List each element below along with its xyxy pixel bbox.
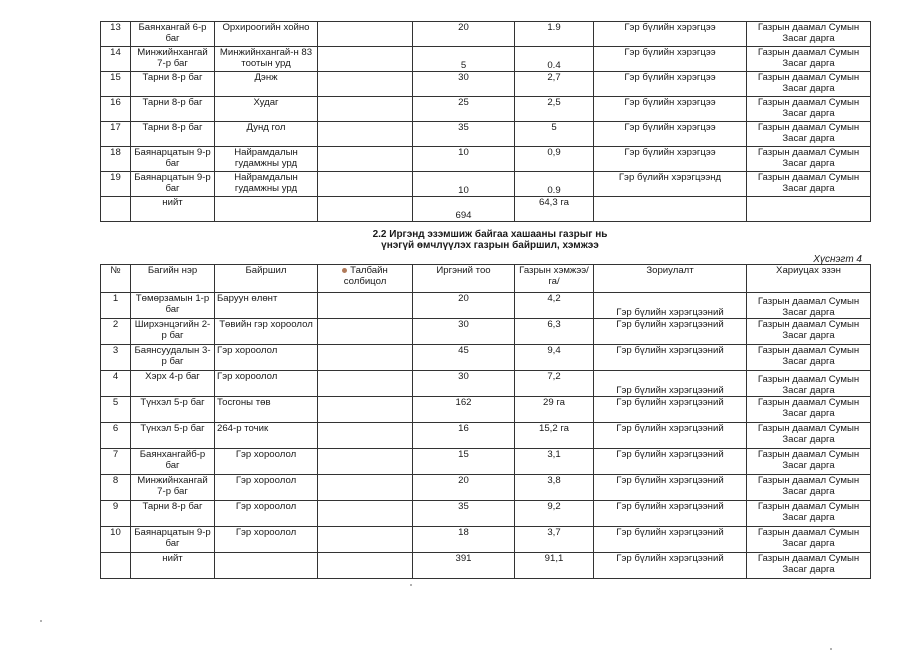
- location: Минжийнхангай-н 83 тоотын урд: [215, 47, 318, 72]
- bag-name: Төмөрзамын 1-р баг: [131, 293, 215, 319]
- land-size: 0.4: [515, 47, 594, 72]
- location: Төвийн гэр хороолол: [215, 319, 318, 345]
- land-size: 2,5: [515, 97, 594, 122]
- bag-name: Тарни 8-р баг: [131, 72, 215, 97]
- citizen-count: 30: [413, 319, 515, 345]
- responsible: Газрын даамал Сумын Засаг дарга: [747, 449, 871, 475]
- bag-name: Баянсуудалын 3-р баг: [131, 345, 215, 371]
- bag-name: Баянарцатын 9-р баг: [131, 172, 215, 197]
- purpose: Гэр бүлийн хэрэгцээний: [594, 345, 747, 371]
- row-number: 1: [101, 293, 131, 319]
- area-coordinates: [318, 397, 413, 423]
- responsible: Газрын даамал Сумын Засаг дарга: [747, 423, 871, 449]
- table-row: [101, 371, 871, 397]
- row-number: 14: [101, 47, 131, 72]
- section-title-line-2: үнэгүй өмчлүүлэх газрын байршил, хэмжээ: [381, 240, 599, 251]
- row-number: 2: [101, 319, 131, 345]
- area-coordinates: [318, 22, 413, 47]
- area-coordinates: [318, 319, 413, 345]
- bag-name: Баянарцатын 9-р баг: [131, 147, 215, 172]
- responsible: Газрын даамал Сумын Засаг дарга: [747, 22, 871, 47]
- row-number: 18: [101, 147, 131, 172]
- table-row: [101, 172, 871, 197]
- purpose: Гэр бүлийн хэрэгцээний: [594, 319, 747, 345]
- area-coordinates: [318, 475, 413, 501]
- responsible: Газрын даамал Сумын Засаг дарга: [747, 72, 871, 97]
- header-responsible: Хариуцах эзэн: [747, 265, 871, 293]
- row-number: 9: [101, 501, 131, 527]
- area-coordinates: [318, 72, 413, 97]
- location: Баруун өлөнт: [215, 293, 318, 319]
- table-row: [101, 293, 871, 319]
- bag-name: Тарни 8-р баг: [131, 97, 215, 122]
- header-bag: Багийн нэр: [131, 265, 215, 293]
- table-row: [101, 22, 871, 47]
- bag-name: Тарни 8-р баг: [131, 122, 215, 147]
- area-coordinates: [318, 501, 413, 527]
- purpose: Гэр бүлийн хэрэгцээ: [594, 22, 747, 47]
- location: Дунд гол: [215, 122, 318, 147]
- responsible: Газрын даамал Сумын Засаг дарга: [747, 319, 871, 345]
- location: 264-р точик: [215, 423, 318, 449]
- citizen-count: 15: [413, 449, 515, 475]
- row-number: 15: [101, 72, 131, 97]
- table-header: [101, 265, 871, 293]
- table-row: [101, 319, 871, 345]
- row-number: 10: [101, 527, 131, 553]
- area-coordinates: [318, 423, 413, 449]
- scan-speck: [40, 620, 42, 622]
- location: Тосгоны төв: [215, 397, 318, 423]
- purpose: Гэр бүлийн хэрэгцээний: [594, 397, 747, 423]
- table-row: [101, 449, 871, 475]
- land-size: 29 га: [515, 397, 594, 423]
- total-land-size: 64,3 га: [515, 197, 594, 222]
- area-coordinates: [318, 449, 413, 475]
- land-size: 7,2: [515, 371, 594, 397]
- land-size: 2,7: [515, 72, 594, 97]
- land-size: 1.9: [515, 22, 594, 47]
- bag-name: Баянарцатын 9-р баг: [131, 527, 215, 553]
- row-number: 19: [101, 172, 131, 197]
- land-size: 3,7: [515, 527, 594, 553]
- header-purpose: Зориулалт: [594, 265, 747, 293]
- responsible: Газрын даамал Сумын Засаг дарга: [747, 293, 871, 319]
- header-area: Талбайн солбицол: [318, 265, 413, 293]
- responsible: Газрын даамал Сумын Засаг дарга: [747, 501, 871, 527]
- table-row: [101, 147, 871, 172]
- citizen-count: 16: [413, 423, 515, 449]
- table-row: [101, 47, 871, 72]
- location: Гэр хороолол: [215, 371, 318, 397]
- responsible: Газрын даамал Сумын Засаг дарга: [747, 97, 871, 122]
- area-coordinates: [318, 371, 413, 397]
- location: Гэр хороолол: [215, 501, 318, 527]
- citizen-count: 10: [413, 147, 515, 172]
- citizen-count: 20: [413, 22, 515, 47]
- citizen-count: 35: [413, 122, 515, 147]
- purpose: Гэр бүлийн хэрэгцээний: [594, 293, 747, 319]
- citizen-count: 30: [413, 72, 515, 97]
- row-number: 16: [101, 97, 131, 122]
- row-number: 4: [101, 371, 131, 397]
- citizen-count: 18: [413, 527, 515, 553]
- land-size: 6,3: [515, 319, 594, 345]
- area-coordinates: [318, 293, 413, 319]
- citizen-count: 35: [413, 501, 515, 527]
- area-coordinates: [318, 527, 413, 553]
- row-number: 5: [101, 397, 131, 423]
- table-row: [101, 97, 871, 122]
- location: Гэр хороолол: [215, 475, 318, 501]
- purpose: Гэр бүлийн хэрэгцээ: [594, 122, 747, 147]
- land-size: 0,9: [515, 147, 594, 172]
- purpose: Гэр бүлийн хэрэгцээ: [594, 97, 747, 122]
- responsible: Газрын даамал Сумын Засаг дарга: [747, 47, 871, 72]
- land-size: 3,1: [515, 449, 594, 475]
- citizen-count: 20: [413, 293, 515, 319]
- location: Орхироогийн хойно: [215, 22, 318, 47]
- table-row: [101, 397, 871, 423]
- table-row: [101, 72, 871, 97]
- total-row: [101, 553, 871, 579]
- purpose: Гэр бүлийн хэрэгцээний: [594, 423, 747, 449]
- responsible: Газрын даамал Сумын Засаг дарга: [747, 122, 871, 147]
- citizen-count: 20: [413, 475, 515, 501]
- table-row: [101, 423, 871, 449]
- responsible: Газрын даамал Сумын Засаг дарга: [747, 371, 871, 397]
- header-count: Иргэний тоо: [413, 265, 515, 293]
- purpose: Гэр бүлийн хэрэгцээ: [594, 147, 747, 172]
- responsible: Газрын даамал Сумын Засаг дарга: [747, 527, 871, 553]
- total-row: [101, 197, 871, 222]
- purpose: Гэр бүлийн хэрэгцээнд: [594, 172, 747, 197]
- header-size: Газрын хэмжээ/га/: [515, 265, 594, 293]
- table-row: [101, 475, 871, 501]
- table-row: [101, 122, 871, 147]
- scan-speck: [830, 648, 832, 650]
- area-coordinates: [318, 345, 413, 371]
- scan-speck: [410, 584, 412, 586]
- location: Гэр хороолол: [215, 449, 318, 475]
- total-citizen-count: 694: [413, 197, 515, 222]
- citizen-count: 45: [413, 345, 515, 371]
- area-coordinates: [318, 97, 413, 122]
- location: Гэр хороолол: [215, 527, 318, 553]
- table-row: [101, 345, 871, 371]
- purpose: Гэр бүлийн хэрэгцээ: [594, 47, 747, 72]
- land-size: 9,2: [515, 501, 594, 527]
- location: Гэр хороолол: [215, 345, 318, 371]
- citizen-count: 162: [413, 397, 515, 423]
- header-no: №: [101, 265, 131, 293]
- citizen-count: 5: [413, 47, 515, 72]
- land-size: 4,2: [515, 293, 594, 319]
- table-row: [101, 501, 871, 527]
- bag-name: Хэрх 4-р баг: [131, 371, 215, 397]
- location: Найрамдалын гудамжны урд: [215, 172, 318, 197]
- bag-name: Баянхангайб-р баг: [131, 449, 215, 475]
- row-number: 8: [101, 475, 131, 501]
- location: Дэнж: [215, 72, 318, 97]
- fence-land-privatization-table: [100, 264, 871, 579]
- location: Найрамдалын гудамжны урд: [215, 147, 318, 172]
- total-label: нийт: [131, 197, 215, 222]
- purpose: Гэр бүлийн хэрэгцээний: [594, 371, 747, 397]
- appendix-label: Хүснэгт 4: [813, 254, 862, 265]
- citizen-count: 10: [413, 172, 515, 197]
- purpose: Гэр бүлийн хэрэгцээний: [594, 501, 747, 527]
- row-number: 6: [101, 423, 131, 449]
- bag-name: Тарни 8-р баг: [131, 501, 215, 527]
- row-number: 13: [101, 22, 131, 47]
- responsible: Газрын даамал Сумын Засаг дарга: [747, 397, 871, 423]
- bag-name: Минжийнхангай 7-р баг: [131, 47, 215, 72]
- total-responsible: Газрын даамал Сумын Засаг дарга: [747, 553, 871, 579]
- row-number: 17: [101, 122, 131, 147]
- bag-name: Минжийнхангай 7-р баг: [131, 475, 215, 501]
- responsible: Газрын даамал Сумын Засаг дарга: [747, 147, 871, 172]
- purpose: Гэр бүлийн хэрэгцээний: [594, 449, 747, 475]
- land-size: 3,8: [515, 475, 594, 501]
- land-size: 15,2 га: [515, 423, 594, 449]
- land-size: 0.9: [515, 172, 594, 197]
- header-location: Байршил: [215, 265, 318, 293]
- purpose: Гэр бүлийн хэрэгцээ: [594, 72, 747, 97]
- responsible: Газрын даамал Сумын Засаг дарга: [747, 345, 871, 371]
- row-number: 3: [101, 345, 131, 371]
- purpose: Гэр бүлийн хэрэгцээний: [594, 527, 747, 553]
- citizen-count: 30: [413, 371, 515, 397]
- land-allocation-table-continued: [100, 21, 871, 222]
- land-size: 5: [515, 122, 594, 147]
- table-row: [101, 527, 871, 553]
- total-purpose: Гэр бүлийн хэрэгцээний: [594, 553, 747, 579]
- purpose: Гэр бүлийн хэрэгцээний: [594, 475, 747, 501]
- total-land-size: 91,1: [515, 553, 594, 579]
- bullet-icon: [342, 268, 347, 273]
- total-citizen-count: 391: [413, 553, 515, 579]
- citizen-count: 25: [413, 97, 515, 122]
- area-coordinates: [318, 47, 413, 72]
- area-coordinates: [318, 172, 413, 197]
- bag-name: Түнхэл 5-р баг: [131, 397, 215, 423]
- bag-name: Баянхангай 6-р баг: [131, 22, 215, 47]
- area-coordinates: [318, 147, 413, 172]
- row-number: 7: [101, 449, 131, 475]
- responsible: Газрын даамал Сумын Засаг дарга: [747, 475, 871, 501]
- bag-name: Ширхэнцэгийн 2-р баг: [131, 319, 215, 345]
- area-coordinates: [318, 122, 413, 147]
- responsible: Газрын даамал Сумын Засаг дарга: [747, 172, 871, 197]
- location: Худаг: [215, 97, 318, 122]
- total-label: нийт: [131, 553, 215, 579]
- section-title-line-1: 2.2 Иргэнд эзэмшиж байгаа хашааны газрыг нь: [372, 229, 608, 240]
- land-size: 9,4: [515, 345, 594, 371]
- bag-name: Түнхэл 5-р баг: [131, 423, 215, 449]
